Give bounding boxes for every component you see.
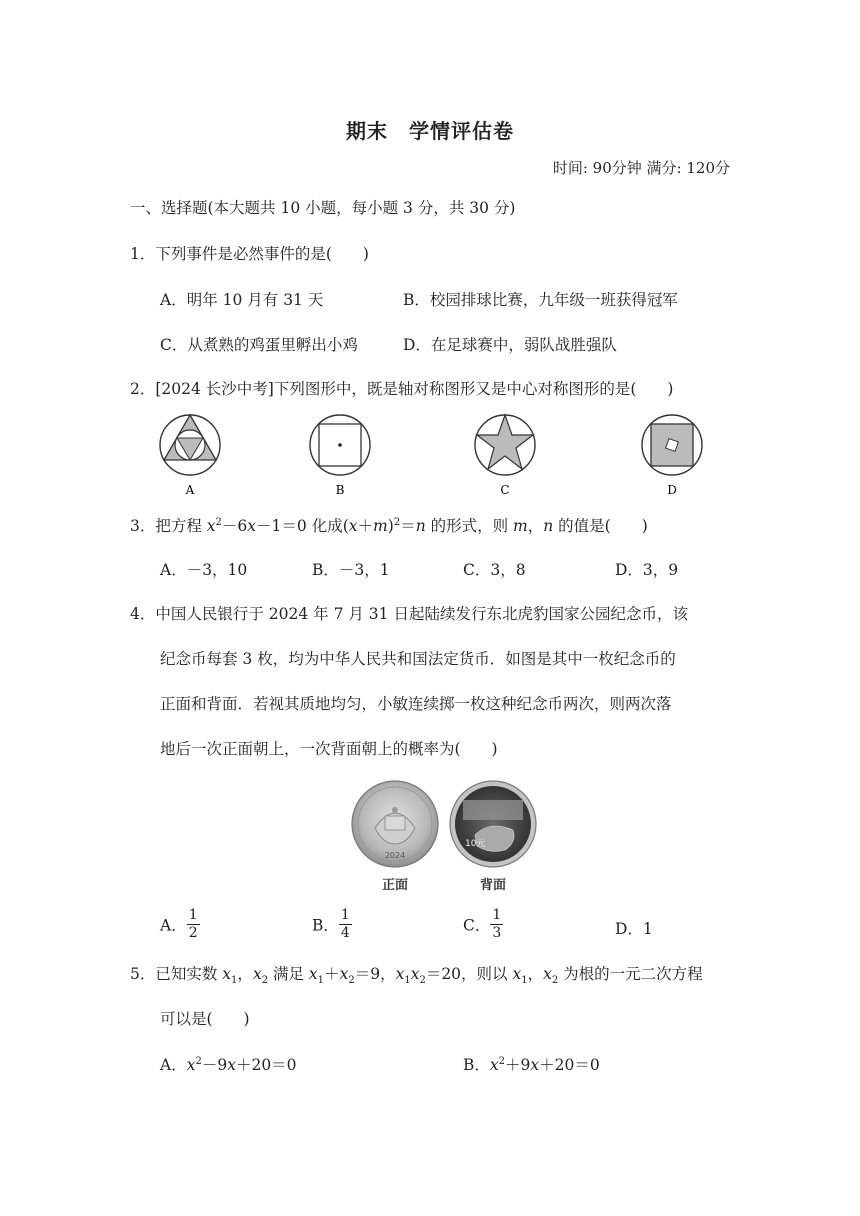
q5-text-post: 为根的一元二次方程 <box>558 965 703 983</box>
q3-text-mid2: 的形式，则 <box>425 517 514 536</box>
q3-text-post: 的值是( ) <box>553 517 648 536</box>
q5-option-b-label: B． <box>463 1056 490 1074</box>
figure-b-label: B <box>335 483 345 497</box>
q5-option-a: A．$x^2-9x+20=0$ <box>160 1055 297 1074</box>
question-4-line4: 地后一次正面朝上，一次背面朝上的概率为( ) <box>160 740 498 758</box>
q3-comma: ， <box>527 517 544 536</box>
q3-var-n: n <box>543 517 554 536</box>
q4-option-a <box>160 907 200 942</box>
question-5-line2: 可以是( ) <box>160 1010 250 1028</box>
page-title: 期末 学情评估卷 <box>346 119 514 143</box>
q4-option-a-denominator: 2 <box>188 925 198 941</box>
q3-option-d: D．3，9 <box>615 561 679 579</box>
section-heading: 一、选择题(本大题共 10 小题，每小题 3 分，共 30 分) <box>130 199 516 217</box>
q1-option-c: C．从煮熟的鸡蛋里孵出小鸡 <box>160 336 358 354</box>
coin-value: 10元 <box>465 839 486 849</box>
coin-back-label: 背面 <box>479 878 507 893</box>
q4-option-a-fraction <box>187 907 200 942</box>
question-2-stem: 2．[2024 长沙中考]下列图形中，既是轴对称图形又是中心对称图形的是( ) <box>130 380 674 398</box>
q5-option-b: B．$x^2+9x+20=0$ <box>463 1055 600 1074</box>
q4-option-b-prefix: B． <box>312 916 339 935</box>
q4-option-a-numerator: 1 <box>188 907 198 923</box>
q1-option-a: A．明年 10 月有 31 天 <box>160 291 324 309</box>
q5-option-a-label: A． <box>160 1056 187 1074</box>
q4-option-c <box>463 907 503 942</box>
q3-option-c: C．3，8 <box>463 561 526 579</box>
coin-back <box>450 781 536 867</box>
q3-option-b: B．－3，1 <box>312 561 390 579</box>
figure-c-label: C <box>500 483 510 497</box>
q4-option-b <box>312 907 352 942</box>
q4-option-d: D．1 <box>615 920 653 938</box>
question-4-line3: 正面和背面．若视其质地均匀，小敏连续掷一枚这种纪念币两次，则两次落 <box>160 695 672 713</box>
figure-a <box>160 415 220 475</box>
figure-c <box>475 415 535 475</box>
q3-text-mid1: 化成 <box>306 517 343 536</box>
figure-b <box>310 415 370 475</box>
q4-option-b-numerator: 1 <box>340 907 350 923</box>
q5-text-pre: 5．已知实数 <box>130 965 223 983</box>
figure-a-label: A <box>185 483 195 497</box>
q4-option-c-numerator: 1 <box>492 907 502 923</box>
question-3-stem <box>130 512 648 537</box>
q3-var-m: m <box>513 517 528 536</box>
q3-target-form: $(x+m)^2=n$ <box>342 517 426 536</box>
q3-text-pre: 3．把方程 <box>130 517 207 536</box>
coin-front <box>352 781 438 867</box>
q4-option-c-prefix: C． <box>463 916 491 935</box>
q3-equation: $x^2-6x-1=0$ <box>206 517 307 536</box>
figure-d-label: D <box>667 483 677 497</box>
q1-option-b: B．校园排球比赛，九年级一班获得冠军 <box>403 291 678 309</box>
q4-option-c-denominator: 3 <box>492 925 502 941</box>
q4-option-b-denominator: 4 <box>340 925 350 941</box>
coin-images <box>345 780 545 895</box>
question-1-stem: 1．下列事件是必然事件的是( ) <box>130 245 369 263</box>
q5-conditions: $x_1$，$x_2$ 满足 $x_1+x_2=9$，$x_1x_2=20$，则以 $x_1$，$x_2$ <box>222 965 559 987</box>
q2-figures <box>150 410 730 500</box>
exam-meta: 时间: 90分钟 满分: 120分 <box>552 159 730 177</box>
q1-option-d: D．在足球赛中，弱队战胜强队 <box>403 336 617 354</box>
q4-option-b-fraction <box>339 907 352 942</box>
question-5-line1 <box>130 963 703 992</box>
coin-front-label: 正面 <box>381 878 409 893</box>
q4-option-c-fraction <box>490 907 503 942</box>
question-4-line2: 纪念币每套 3 枚，均为中华人民共和国法定货币．如图是其中一枚纪念币的 <box>160 650 676 668</box>
question-4-line1: 4．中国人民银行于 2024 年 7 月 31 日起陆续发行东北虎豹国家公园纪念币，该 <box>130 605 688 623</box>
figure-d <box>642 415 702 475</box>
q3-option-a: A．－3，10 <box>160 561 248 579</box>
q4-option-a-prefix: A． <box>160 916 187 935</box>
coin-year: 2024 <box>384 851 406 860</box>
